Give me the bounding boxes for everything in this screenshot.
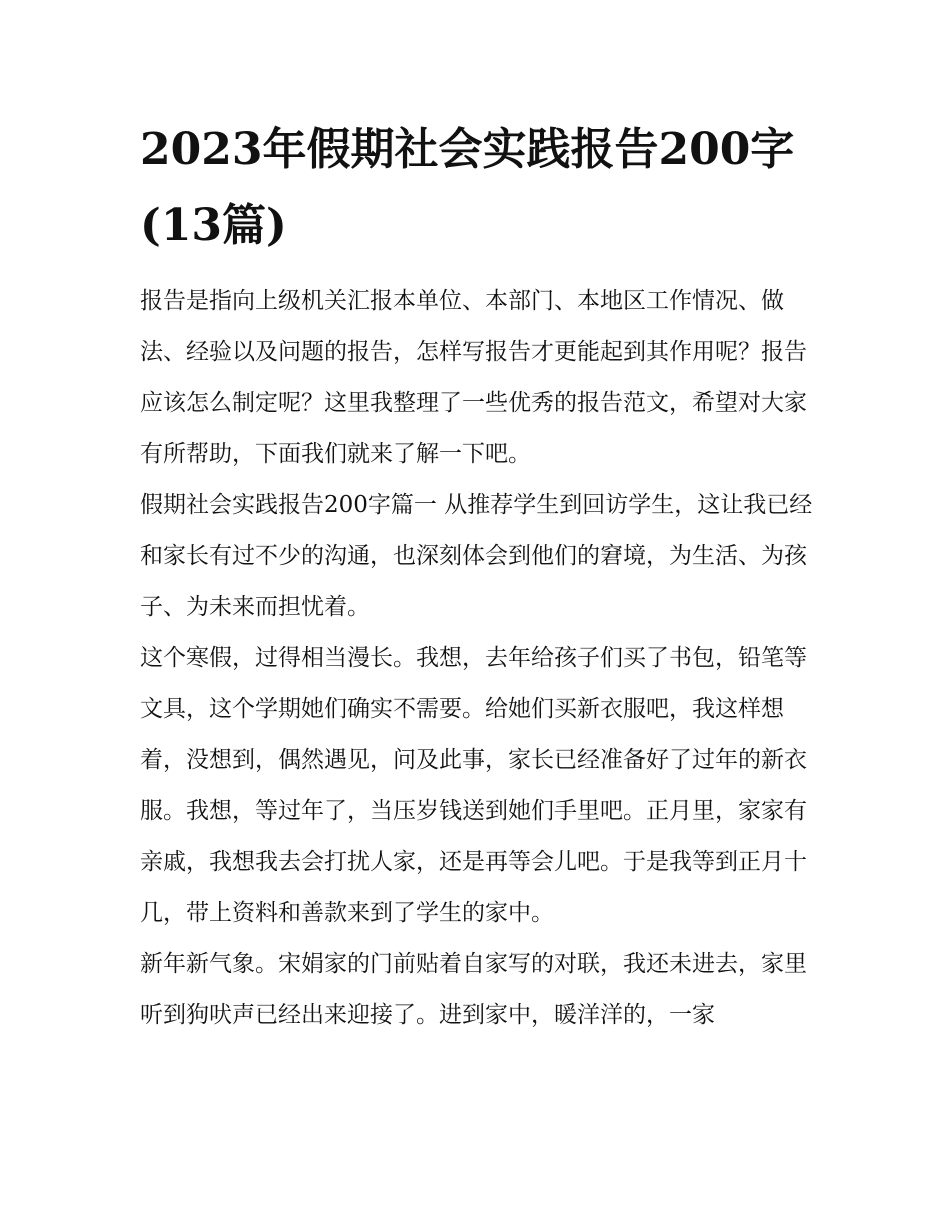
paragraph-intro: 报告是指向上级机关汇报本单位、本部门、本地区工作情况、做法、经验以及问题的报告，怎样写报告才更能起到其作用呢？报告应该怎么制定呢？这里我整理了一些优秀的报告范文，希望对大家有所帮助，下面我们就来了解一下吧。	[140, 288, 807, 467]
paragraph-winter-break: 这个寒假，过得相当漫长。我想，去年给孩子们买了书包，铅笔等文具，这个学期她们确实不需要。给她们买新衣服吧，我这样想着，没想到，偶然遇见，问及此事，家长已经准备好了过年的新衣服。我想，等过年了，当压岁钱送到她们手里吧。正月里，家家有亲戚，我想我去会打扰人家，还是再等会儿吧。于是我等到正月十几，带上资料和善款来到了学生的家中。	[140, 645, 807, 926]
paragraph-section-one: 假期社会实践报告200字篇一 从推荐学生到回访学生，这让我已经和家长有过不少的沟通，也深刻体会到他们的窘境，为生活、为孩子、为未来而担忧着。	[140, 492, 813, 620]
document-body	[140, 276, 820, 1041]
paragraph-new-year: 新年新气象。宋娟家的门前贴着自家写的对联，我还未进去，家里听到狗吠声已经出来迎接了。进到家中，暖洋洋的，一家	[140, 951, 807, 1028]
document-title: 2023年假期社会实践报告200字(13篇)	[140, 124, 795, 251]
